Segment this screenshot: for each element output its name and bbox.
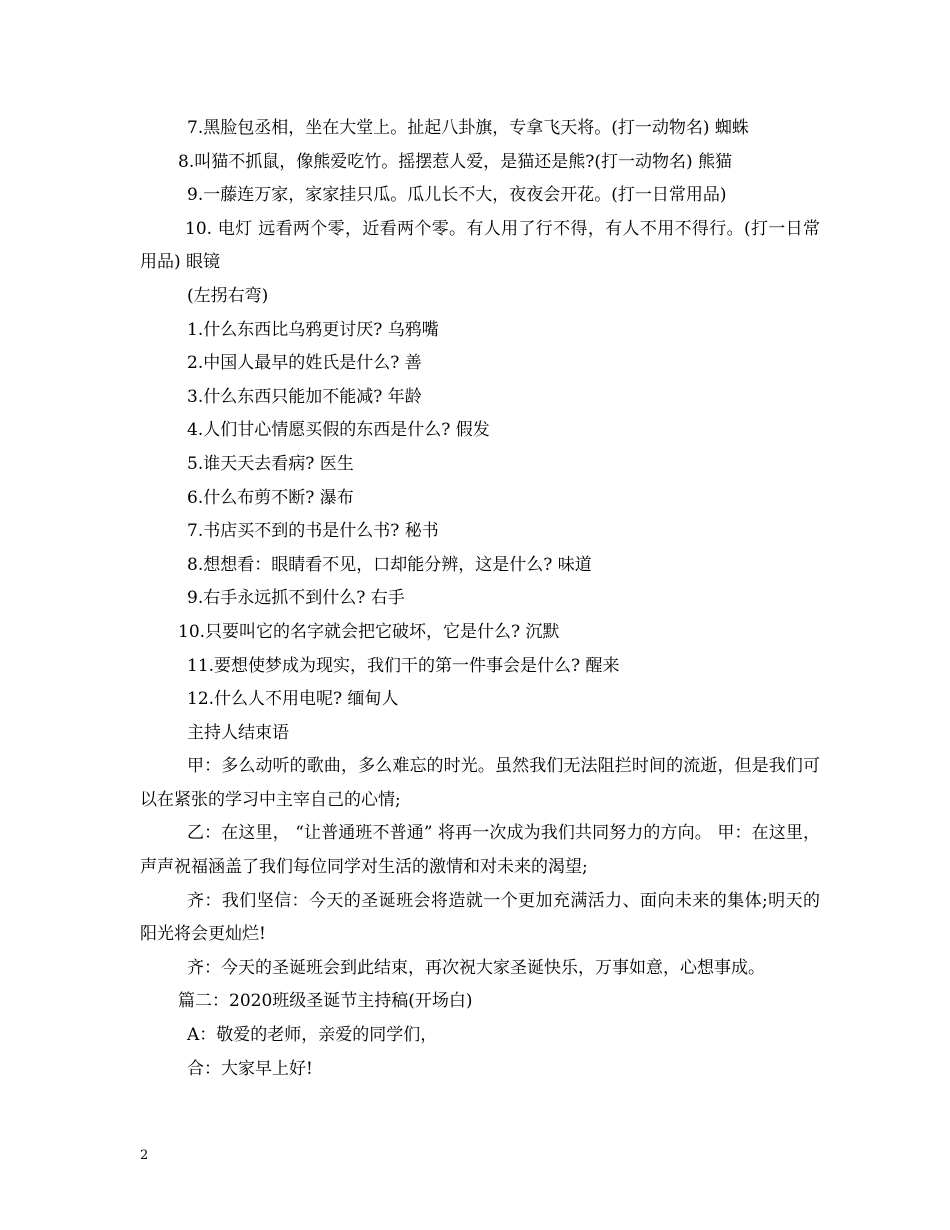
document-body [140, 112, 820, 1086]
opening-line-together: 合：大家早上好! [187, 1058, 313, 1079]
question-9: 9.右手永远抓不到什么? 右手 [187, 588, 405, 609]
closing-paragraph-yi: 乙：在这里， “让普通班不普通” 将再一次成为我们共同努力的方向。 甲：在这里，声声祝福涵盖了我们每位同学对生活的激情和对未来的渴望; [140, 823, 820, 878]
question-1: 1.什么东西比乌鸦更讨厌? 乌鸦嘴 [187, 319, 439, 340]
article-two-title: 篇二：2020班级圣诞节主持稿(开场白) [178, 991, 473, 1012]
section-heading-turns: (左拐右弯) [187, 285, 269, 306]
question-8: 8.想想看：眼睛看不见，口却能分辨，这是什么? 味道 [187, 554, 592, 575]
question-12: 12.什么人不用电呢? 缅甸人 [187, 689, 399, 710]
question-3: 3.什么东西只能加不能减? 年龄 [187, 386, 422, 407]
riddle-9-lamp: 9.一藤连万家，家家挂只瓜。瓜儿长不大，夜夜会开花。(打一日常用品) [187, 185, 727, 206]
question-6: 6.什么布剪不断? 瀑布 [187, 487, 354, 508]
question-7: 7.书店买不到的书是什么书? 秘书 [187, 521, 439, 542]
riddle-8-panda: 8.叫猫不抓鼠，像熊爱吃竹。摇摆惹人爱，是猫还是熊?(打一动物名) 熊猫 [178, 151, 733, 172]
question-5: 5.谁天天去看病? 医生 [187, 453, 354, 474]
question-11: 11.要想使梦成为现实，我们干的第一件事会是什么? 醒来 [187, 655, 620, 676]
question-10: 10.只要叫它的名字就会把它破坏，它是什么? 沉默 [178, 621, 560, 642]
question-2: 2.中国人最早的姓氏是什么? 善 [187, 353, 422, 374]
riddle-10-glasses: 10. 电灯 远看两个零，近看两个零。有人用了行不得，有人不用不得行。(打一日常用品) 眼镜 [140, 218, 820, 273]
section-heading-closing: 主持人结束语 [187, 722, 289, 743]
question-4: 4.人们甘心情愿买假的东西是什么? 假发 [187, 420, 490, 441]
page-number: 2 [140, 1148, 149, 1163]
closing-paragraph-jia: 甲：多么动听的歌曲，多么难忘的时光。虽然我们无法阻拦时间的流逝，但是我们可以在紧张的学习中主宰自己的心情; [140, 756, 820, 810]
closing-paragraph-qi-1: 齐：我们坚信：今天的圣诞班会将造就一个更加充满活力、面向未来的集体;明天的阳光将会更灿烂! [140, 890, 820, 945]
opening-line-a: A：敬爱的老师，亲爱的同学们， [187, 1025, 438, 1046]
riddle-7-spider: 7.黑脸包丞相，坐在大堂上。扯起八卦旗，专拿飞天将。(打一动物名) 蜘蛛 [187, 118, 749, 138]
closing-paragraph-qi-2: 齐：今天的圣诞班会到此结束，再次祝大家圣诞快乐，万事如意，心想事成。 [187, 957, 765, 978]
